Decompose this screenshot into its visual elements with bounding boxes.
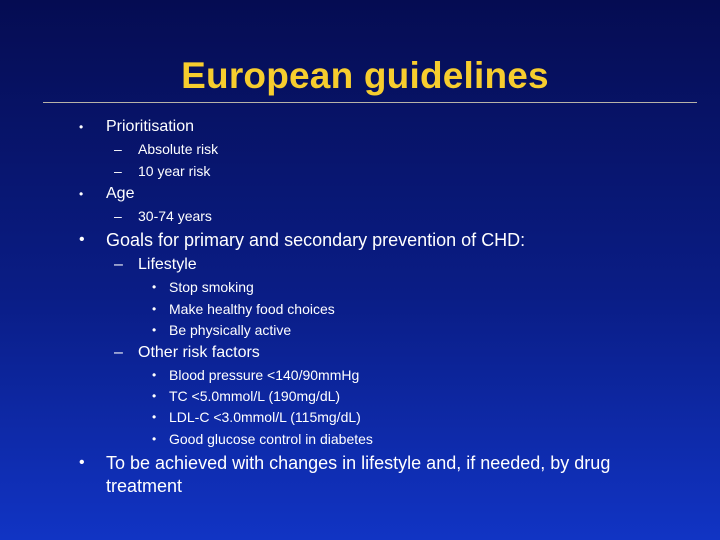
- bullet-icon: •: [79, 231, 85, 248]
- bullet-icon: •: [152, 323, 157, 337]
- dash-icon: –: [114, 344, 123, 361]
- bullet-achieved-line2: treatment: [106, 476, 183, 496]
- bullet-icon: •: [79, 454, 85, 471]
- dash-icon: –: [114, 256, 123, 273]
- bullet-icon: •: [152, 302, 157, 316]
- bullet-icon: •: [152, 280, 157, 294]
- item-glucose: Good glucose control in diabetes: [169, 431, 373, 447]
- sub-absolute-risk: Absolute risk: [138, 141, 219, 157]
- item-physically-active: Be physically active: [169, 322, 292, 338]
- bullet-icon: •: [79, 120, 84, 134]
- dash-icon: –: [114, 208, 122, 224]
- dash-icon: –: [114, 163, 122, 179]
- sub-other-risk-factors: Other risk factors: [138, 344, 260, 361]
- bullet-icon: •: [152, 432, 157, 446]
- bullet-icon: •: [152, 368, 157, 382]
- bullet-prioritisation: Prioritisation: [106, 118, 195, 135]
- dash-icon: –: [114, 141, 122, 157]
- bullet-icon: •: [152, 410, 157, 424]
- bullet-age: Age: [106, 185, 135, 202]
- bullet-icon: •: [79, 187, 84, 201]
- item-ldl: LDL-C <3.0mmol/L (115mg/dL): [169, 409, 361, 425]
- sub-lifestyle: Lifestyle: [138, 256, 197, 273]
- item-healthy-food: Make healthy food choices: [169, 301, 335, 317]
- item-stop-smoking: Stop smoking: [169, 279, 254, 295]
- item-blood-pressure: Blood pressure <140/90mmHg: [169, 367, 360, 383]
- bullet-achieved-line1: To be achieved with changes in lifestyle and, if needed, by drug: [106, 453, 611, 473]
- item-tc: TC <5.0mmol/L (190mg/dL): [169, 388, 341, 404]
- sub-age-range: 30-74 years: [138, 208, 212, 224]
- sub-ten-year-risk: 10 year risk: [138, 163, 211, 179]
- title-divider: [43, 102, 697, 103]
- bullet-goals: Goals for primary and secondary prevention of CHD:: [106, 230, 526, 250]
- bullet-icon: •: [152, 389, 157, 403]
- slide-title: European guidelines: [181, 55, 549, 96]
